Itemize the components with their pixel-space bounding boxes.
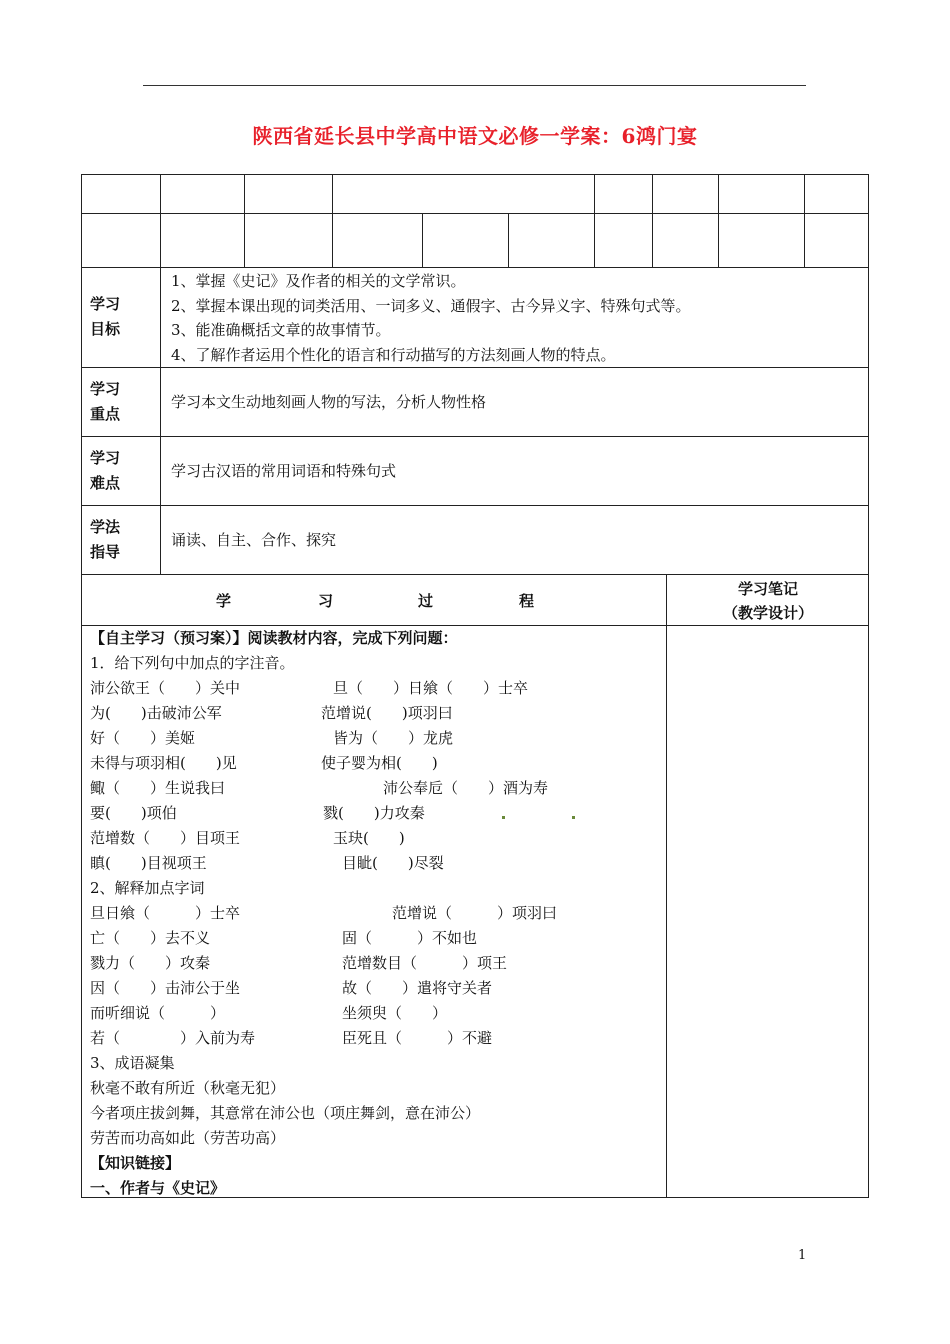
table-rule (244, 174, 245, 267)
section-title: 【自主学习（预习案）】阅读教材内容，完成下列问题： (90, 629, 458, 647)
goal-item: 2、掌握本课出现的词类活用、一词多义、通假字、古今异义字、特殊句式等。 (171, 296, 691, 315)
focus-label: 学习 重点 (90, 380, 121, 423)
table-rule (81, 213, 869, 214)
table-rule (804, 174, 805, 267)
exercise-line: 范增数（ ）目项王 玉玦( ) (90, 829, 405, 847)
process-heading-char: 程 (519, 592, 535, 610)
exercise-line: 鲰（ ）生说我曰 沛公奉卮（ ）酒为寿 (90, 779, 549, 797)
exercise-line: 未得与项羽相( )见 使子婴为相( ) (90, 754, 438, 772)
table-rule (718, 174, 719, 267)
table-rule (666, 574, 667, 1198)
goal-item: 3、能准确概括文章的故事情节。 (171, 321, 391, 339)
goal-item: 1、掌握《史记》及作者的相关的文学常识。 (171, 272, 466, 290)
table-rule (81, 436, 869, 437)
goals-list (171, 269, 691, 367)
table-rule (332, 174, 333, 267)
page-number: 1 (798, 1248, 807, 1263)
idiom-item: 秋毫不敢有所近（秋毫无犯） (90, 1079, 286, 1097)
page-title: 陕西省延长县中学高中语文必修一学案：6鸿门宴 (252, 124, 698, 148)
table-rule (422, 213, 423, 267)
exercise-line: 好（ ）美姬 皆为（ ）龙虎 (90, 729, 454, 747)
section-title: 【知识链接】 (90, 1154, 181, 1172)
exercise-line: 沛公欲王（ ）关中 旦（ ）日飨（ ）士卒 (90, 679, 529, 697)
difficulty-text: 学习古汉语的常用词语和特殊句式 (171, 462, 397, 480)
method-label: 学法 指导 (90, 518, 121, 561)
table-rule (594, 174, 595, 267)
idiom-item: 劳苦而功高如此（劳苦功高） (90, 1129, 286, 1147)
exercise-line: 旦日飨（ ）士卒 范增说（ ）项羽曰 (90, 904, 558, 922)
goals-label: 学习 目标 (90, 295, 121, 338)
process-heading-char: 学 (216, 592, 232, 610)
table-rule (81, 574, 869, 575)
exercise-line: 因（ ）击沛公于坐 故（ ）遣将守关者 (90, 979, 493, 997)
idiom-item: 今者项庄拔剑舞，其意常在沛公也（项庄舞剑，意在沛公） (90, 1104, 481, 1122)
exercise-line: 瞋( )目视项王 目眦( )尽裂 (90, 854, 444, 872)
method-text: 诵读、自主、合作、探究 (171, 531, 337, 549)
question-title: 3、成语凝集 (90, 1054, 175, 1072)
table-rule (81, 367, 869, 368)
table-rule (160, 267, 161, 574)
table-rule (81, 267, 869, 268)
question-title: 2、解释加点字词 (90, 879, 205, 897)
stray-mark (572, 816, 575, 819)
exercise-line: 要( )项伯 戮( )力攻秦 (90, 804, 425, 822)
process-heading-char: 习 (318, 592, 334, 610)
notes-heading: 学习笔记 （教学设计） (722, 580, 813, 622)
exercise-line: 为( )击破沛公军 范增说( )项羽曰 (90, 704, 453, 722)
table-rule (508, 213, 509, 267)
question-title: 1．给下列句中加点的字注音。 (90, 654, 295, 672)
focus-text: 学习本文生动地刻画人物的写法，分析人物性格 (171, 393, 487, 411)
header-rule (143, 85, 806, 86)
process-heading-char: 过 (418, 592, 434, 610)
exercise-line: 而听细说（ ） 坐须臾（ ） (90, 1004, 448, 1022)
difficulty-label: 学习 难点 (90, 449, 121, 492)
stray-mark (502, 816, 505, 819)
exercise-line: 若（ ）入前为寿 臣死且（ ）不避 (90, 1029, 493, 1047)
exercise-line: 亡（ ）去不义 固（ ）不如也 (90, 929, 478, 947)
goal-item: 4、了解作者运用个性化的语言和行动描写的方法刻画人物的特点。 (171, 345, 616, 364)
table-rule (652, 174, 653, 267)
table-rule (160, 174, 161, 267)
table-rule (81, 505, 869, 506)
exercise-line: 戮力（ ）攻秦 范增数目（ ）项王 (90, 954, 508, 972)
section-title: 一、作者与《史记》 (90, 1179, 226, 1197)
